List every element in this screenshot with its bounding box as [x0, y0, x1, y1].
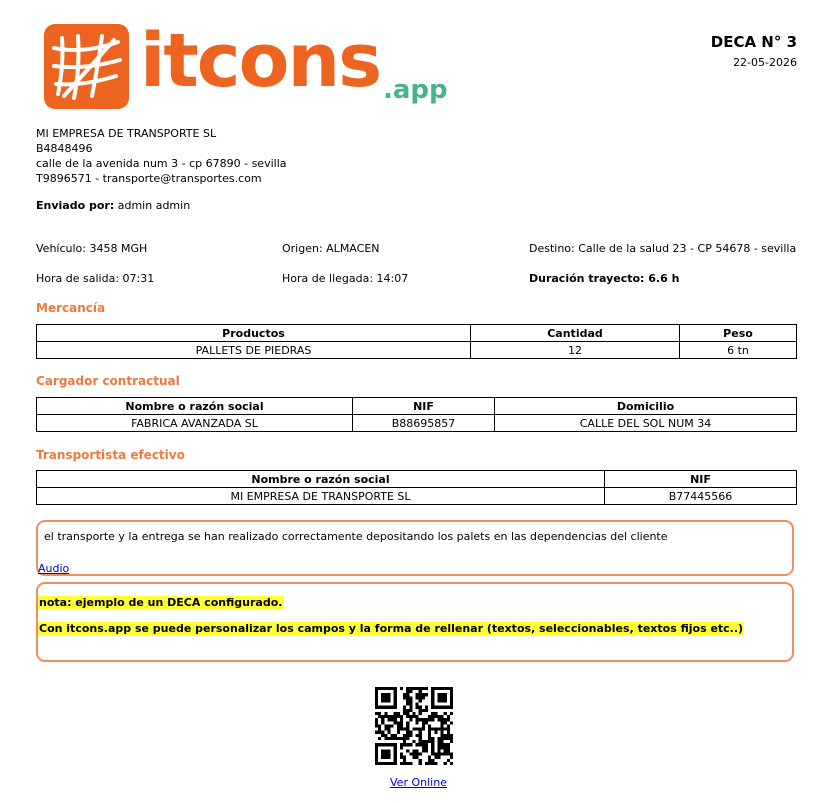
company-tax-id: B4848496	[36, 142, 93, 155]
sent-by-label: Enviado por:	[36, 199, 115, 212]
table-row	[37, 342, 797, 359]
vehicle: Vehículo: 3458 MGH	[36, 242, 148, 255]
column-header: Nombre o razón social	[37, 398, 353, 415]
table-cell: 6 tn	[680, 342, 797, 359]
table-row	[37, 488, 797, 505]
sent-by-value: admin admin	[117, 199, 191, 212]
shipper-title: Cargador contractual	[36, 374, 180, 388]
column-header: Nombre o razón social	[37, 471, 605, 488]
origin: Origen: ALMACEN	[282, 242, 380, 255]
observations-text: el transporte y la entrega se han realizado correctamente depositando los palets en las dependencias del cliente	[44, 530, 668, 543]
trip-duration: Duración trayecto: 6.6 h	[529, 272, 680, 285]
destination: Destino: Calle de la salud 23 - CP 54678 - sevilla	[529, 242, 797, 255]
carrier-title: Transportista efectivo	[36, 448, 185, 462]
column-header: NIF	[353, 398, 495, 415]
sent-by	[36, 199, 190, 212]
shipper-table	[36, 397, 797, 432]
table-cell: B88695857	[353, 415, 495, 432]
carrier-table	[36, 470, 797, 505]
merchandise-table	[36, 324, 797, 359]
note-box	[36, 582, 794, 662]
audio-link[interactable]: Audio	[38, 562, 70, 575]
table-cell: CALLE DEL SOL NUM 34	[495, 415, 797, 432]
document-title: DECA N° 3	[710, 33, 797, 51]
view-online-link[interactable]: Ver Online	[390, 776, 447, 789]
logo-wordmark: itcons	[140, 18, 381, 104]
departure-time: Hora de salida: 07:31	[36, 272, 155, 285]
company-block	[36, 126, 287, 186]
column-header: NIF	[605, 471, 797, 488]
company-contact: T9896571 - transporte@transportes.com	[36, 172, 262, 185]
table-cell: MI EMPRESA DE TRANSPORTE SL	[37, 488, 605, 505]
table-cell: B77445566	[605, 488, 797, 505]
table-cell: PALLETS DE PIEDRAS	[37, 342, 471, 359]
qr-code-icon[interactable]	[375, 687, 453, 765]
column-header: Cantidad	[471, 325, 680, 342]
company-name: MI EMPRESA DE TRANSPORTE SL	[36, 127, 217, 140]
column-header: Peso	[680, 325, 797, 342]
column-header: Productos	[37, 325, 471, 342]
table-cell: 12	[471, 342, 680, 359]
observations-box	[36, 520, 794, 576]
logo-icon	[44, 24, 129, 109]
column-header: Domicilio	[495, 398, 797, 415]
table-row	[37, 415, 797, 432]
merchandise-title: Mercancía	[36, 301, 106, 315]
arrival-time: Hora de llegada: 14:07	[282, 272, 409, 285]
note-line-2: Con itcons.app se puede personalizar los campos y la forma de rellenar (textos, seleccionables, textos fijos etc..)	[39, 622, 744, 635]
logo-suffix: .app	[383, 75, 448, 105]
note-line-1: nota: ejemplo de un DECA configurado.	[39, 596, 283, 609]
table-cell: FABRICA AVANZADA SL	[37, 415, 353, 432]
company-address: calle de la avenida num 3 - cp 67890 - sevilla	[36, 157, 287, 170]
document-date: 22-05-2026	[733, 56, 797, 69]
